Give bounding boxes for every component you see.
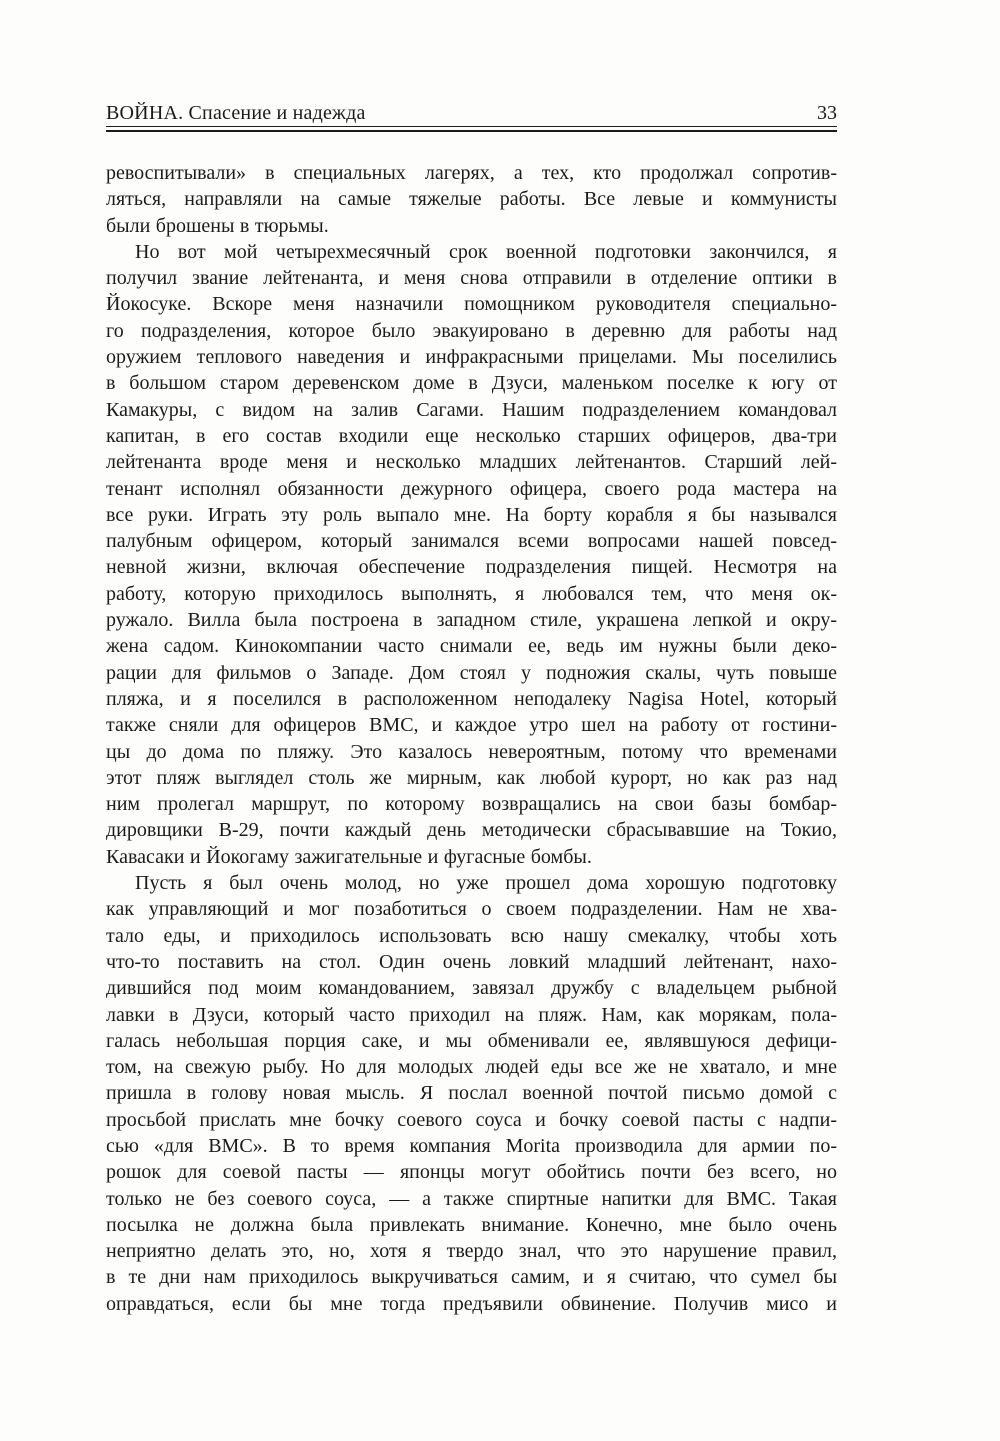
text-line: ревоспитывали» в специальных лагерях, а тех, кто продолжал сопротив- xyxy=(106,162,837,184)
text-line: пришла в голову новая мысль. Я послал военной почтой письмо домой с xyxy=(106,1082,837,1105)
paragraph xyxy=(106,870,837,1317)
header-rule xyxy=(106,126,837,132)
text-line: неприятно делать это, но, хотя я твердо знал, что это нарушение правил, xyxy=(106,1240,837,1263)
text-line: Йокосуке. Вскоре меня назначили помощником руководителя специально- xyxy=(106,293,837,316)
text-line: го подразделения, которое было эвакуировано в деревню для работы над xyxy=(106,319,837,342)
running-head xyxy=(106,101,837,125)
text-line: пляжа, и я поселился в расположенном неподалеку Nagisa Hotel, который xyxy=(106,687,837,710)
text-line: тало еды, и приходилось использовать всю нашу смекалку, чтобы хоть xyxy=(106,924,837,947)
text-line: том, на свежую рыбу. Но для молодых людей еды все же не хватало, и мне xyxy=(106,1056,837,1079)
text-line: просьбой прислать мне бочку соевого соуса и бочку соевой пасты с надпи- xyxy=(106,1108,837,1131)
text-line: невной жизни, включая обеспечение подразделения пищей. Несмотря на xyxy=(106,556,837,579)
text-line: как управляющий и мог позаботиться о своем подразделении. Нам не хва- xyxy=(106,898,837,921)
text-line: палубным офицером, который занимался всеми вопросами нашей повсед- xyxy=(106,530,837,553)
text-line: Кавасаки и Йокогаму зажигательные и фугасные бомбы. xyxy=(106,845,592,868)
text-line: в большом старом деревенском доме в Дзуси, маленьком поселке к югу от xyxy=(106,372,837,395)
text-line: дировщики В-29, почти каждый день методически сбрасывавшие на Токио, xyxy=(106,819,837,842)
text-line: только не без соевого соуса, — а также спиртные напитки для ВМС. Такая xyxy=(106,1187,837,1210)
paragraph xyxy=(106,239,837,870)
text-line: оправдаться, если бы мне тогда предъявили обвинение. Получив мисо и xyxy=(106,1292,837,1315)
text-line: оружием теплового наведения и инфракрасными прицелами. Мы поселились xyxy=(106,346,837,369)
text-line: лавки в Дзуси, который часто приходил на пляж. Нам, как морякам, пола- xyxy=(106,1003,837,1026)
text-line: Камакуры, с видом на залив Сагами. Нашим подразделением командовал xyxy=(106,398,837,421)
text-line: ружало. Вилла была построена в западном стиле, украшена лепкой и окру- xyxy=(106,609,837,632)
text-line: в те дни нам приходилось выкручиваться самим, и я считаю, что сумел бы xyxy=(106,1266,837,1289)
text-line: рошок для соевой пасты — японцы могут обойтись почти без всего, но xyxy=(106,1161,837,1184)
text-line: лейтенанта вроде меня и несколько младших лейтенантов. Старший лей- xyxy=(106,451,837,474)
text-line: капитан, в его состав входили еще несколько старших офицеров, два-три xyxy=(106,424,837,447)
text-line: все руки. Играть эту роль выпало мне. На борту корабля я бы назывался xyxy=(106,503,837,526)
text-line: работу, которую приходилось выполнять, я любовался тем, что меня ок- xyxy=(106,582,837,605)
text-line: дившийся под моим командованием, завязал дружбу с владельцем рыбной xyxy=(106,977,837,1000)
text-line: жена садом. Кинокомпании часто снимали ее, ведь им нужны были деко- xyxy=(106,635,837,658)
text-line: ляться, направляли на самые тяжелые работы. Все левые и коммунисты xyxy=(106,188,837,211)
text-line: получил звание лейтенанта, и меня снова отправили в отделение оптики в xyxy=(106,267,837,290)
text-line: галась небольшая порция саке, и мы обменивали ее, являвшуюся дефици- xyxy=(106,1029,837,1052)
page-number: 33 xyxy=(817,102,837,124)
text-line: тенант исполнял обязанности дежурного офицера, своего рода мастера на xyxy=(106,477,837,500)
paragraph xyxy=(106,160,837,239)
text-line: ним пролегал маршрут, по которому возвращались на свои базы бомбар- xyxy=(106,793,837,816)
text-line: сью «для ВМС». В то время компания Morita производила для армии по- xyxy=(106,1134,837,1157)
chapter-title: ВОЙНА. Спасение и надежда xyxy=(106,102,366,124)
text-line: также сняли для офицеров ВМС, и каждое утро шел на работу от гостини- xyxy=(106,714,837,737)
text-line: цы до дома по пляжу. Это казалось невероятным, потому что временами xyxy=(106,740,837,763)
text-line: рации для фильмов о Западе. Дом стоял у подножия скалы, чуть повыше xyxy=(106,661,837,684)
text-line: посылка не должна была привлекать внимание. Конечно, мне было очень xyxy=(106,1213,837,1236)
text-line: что-то поставить на стол. Один очень ловкий младший лейтенант, нахо- xyxy=(106,950,837,973)
text-line: были брошены в тюрьмы. xyxy=(106,214,329,237)
text-line: Пусть я был очень молод, но уже прошел дома хорошую подготовку xyxy=(135,872,837,895)
text-line: этот пляж выглядел столь же мирным, как любой курорт, но как раз над xyxy=(106,766,837,789)
page-body xyxy=(106,160,837,1317)
text-line: Но вот мой четырехмесячный срок военной подготовки закончился, я xyxy=(135,240,837,263)
